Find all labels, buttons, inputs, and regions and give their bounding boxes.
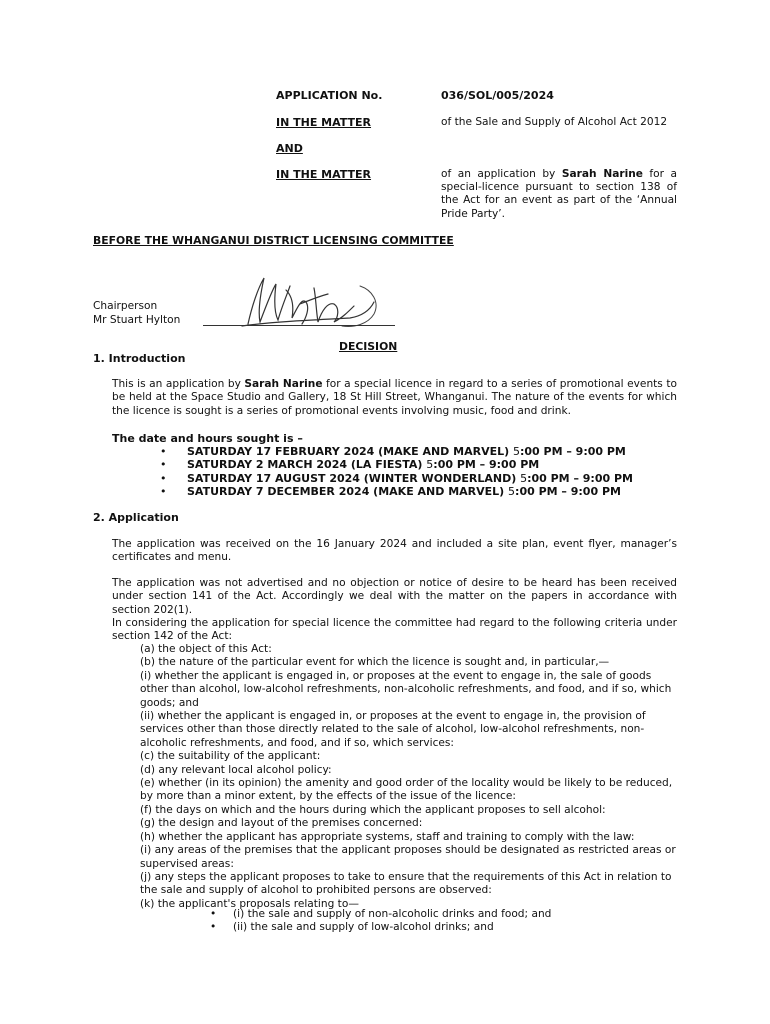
- committee-heading: BEFORE THE WHANGANUI DISTRICT LICENSING COMMITTEE: [93, 234, 454, 247]
- date-start: 5: [512, 445, 520, 458]
- intro-pre: This is an application by: [112, 378, 245, 390]
- date-item: [160, 458, 633, 471]
- date-time: :00 PM – 9:00 PM: [433, 458, 540, 472]
- dates-list: [160, 445, 633, 499]
- dates-heading: The date and hours sought is –: [112, 432, 303, 445]
- matter-value-1: of the Sale and Supply of Alcohol Act 2012: [441, 116, 668, 128]
- date-start: 5: [520, 471, 528, 485]
- chair-signature: [230, 266, 390, 332]
- sub-criteria-item: • (ii) the sale and supply of low-alcohol drinks; and: [210, 921, 551, 934]
- criteria-item: (d) any relevant local alcohol policy:: [140, 763, 332, 776]
- date-item: [160, 472, 633, 485]
- criteria-item: (g) the design and layout of the premises concerned:: [140, 817, 423, 830]
- date-item: [160, 445, 633, 458]
- date-item: [160, 485, 633, 498]
- date-event: SATURDAY 17 AUGUST 2024 (WINTER WONDERLAND): [187, 471, 521, 485]
- introduction-heading: 1. Introduction: [93, 352, 186, 365]
- criteria-item: (b) the nature of the particular event for which the licence is sought and, in particular,—: [140, 656, 610, 669]
- date-time: :00 PM – 9:00 PM: [519, 445, 626, 458]
- criteria-item: (e) whether (in its opinion) the amenity and good order of the locality would be likely to be reduced, by more than a minor extent, by the effects of the issue of the licence:: [140, 777, 673, 803]
- criteria-item: (h) whether the applicant has appropriate systems, staff and training to comply with the law:: [140, 830, 635, 843]
- date-start: 5: [426, 458, 434, 472]
- sub-criteria-item: • (i) the sale and supply of non-alcoholic drinks and food; and: [210, 908, 551, 921]
- applicant-name: Sarah Narine: [561, 168, 643, 180]
- date-event: SATURDAY 2 MARCH 2024 (LA FIESTA): [187, 458, 427, 472]
- signature-line: [203, 325, 395, 326]
- matter-value-2: [441, 168, 677, 221]
- date-time: :00 PM – 9:00 PM: [515, 485, 621, 499]
- date-event: SATURDAY 7 DECEMBER 2024 (MAKE AND MARVEL): [187, 485, 509, 499]
- application-paragraph-3: In considering the application for special licence the committee had regard to the following criteria under section 142 of the Act:: [112, 617, 677, 643]
- and-label: AND: [276, 142, 303, 155]
- criteria-item: (i) whether the applicant is engaged in, or proposes at the event to engage in, the sale of goods other than alcohol, low-alcohol refreshments, non-alcoholic refreshments, and food, and if so, which goods; and: [140, 669, 672, 709]
- date-time: :00 PM – 9:00 PM: [527, 471, 633, 485]
- criteria-item: (c) the suitability of the applicant:: [140, 750, 321, 763]
- sub-criteria-list: [210, 908, 551, 935]
- criteria-item: (f) the days on which and the hours during which the applicant proposes to sell alcohol:: [140, 803, 606, 816]
- criteria-item: (i) any areas of the premises that the applicant proposes should be designated as restricted areas or supervised areas:: [140, 844, 676, 870]
- criteria-list: [140, 643, 680, 911]
- introduction-paragraph: [112, 378, 677, 418]
- criteria-item: (k) the applicant's proposals relating to—: [140, 897, 359, 910]
- criteria-item: (j) any steps the applicant proposes to take to ensure that the requirements of this Act in relation to the sale and supply of alcohol to prohibited persons are observed:: [140, 870, 672, 897]
- matter-label-2: IN THE MATTER: [276, 168, 372, 181]
- criteria-item: (a) the object of this Act:: [140, 643, 272, 655]
- application-paragraph-1: The application was received on the 16 January 2024 and included a site plan, event flyer, manager’s certificates and menu.: [112, 538, 677, 564]
- application-heading: 2. Application: [93, 511, 179, 524]
- intro-applicant-name: Sarah Narine: [244, 378, 323, 390]
- chair-role: Chairperson: [93, 300, 158, 312]
- application-number-value: 036/SOL/005/2024: [441, 89, 554, 102]
- date-event: SATURDAY 17 FEBRUARY 2024 (MAKE AND MARVEL): [187, 445, 513, 458]
- matter-value-2-post: for a special-licence pursuant to section 138 of the Act for an event as part of the ‘Annual Pride Party’.: [441, 168, 677, 220]
- decision-title: DECISION: [339, 340, 398, 353]
- chair-name: Mr Stuart Hylton: [93, 314, 181, 326]
- criteria-item: (ii) whether the applicant is engaged in, or proposes at the event to engage in, the provision of services other than those directly related to the sale of alcohol, low-alcohol refreshments, non-alcoholic refreshments, and food, and if so, which services:: [140, 710, 646, 749]
- date-start: 5: [508, 485, 516, 499]
- application-paragraph-2: The application was not advertised and no objection or notice of desire to be heard has been received under section 141 of the Act. Accordingly we deal with the matter on the papers in accordance with section 202(1).: [112, 577, 677, 616]
- matter-label-1: IN THE MATTER: [276, 116, 372, 129]
- matter-value-2-pre: of an application by: [441, 168, 562, 180]
- application-number-label: APPLICATION No.: [276, 89, 383, 102]
- intro-post: for a special licence in regard to a series of promotional events to be held at the Space Studio and Gallery, 18 St Hill Street, Whanganui. The nature of the events for which the licence is sought is a series of promotional events involving music, food and drink.: [112, 378, 677, 417]
